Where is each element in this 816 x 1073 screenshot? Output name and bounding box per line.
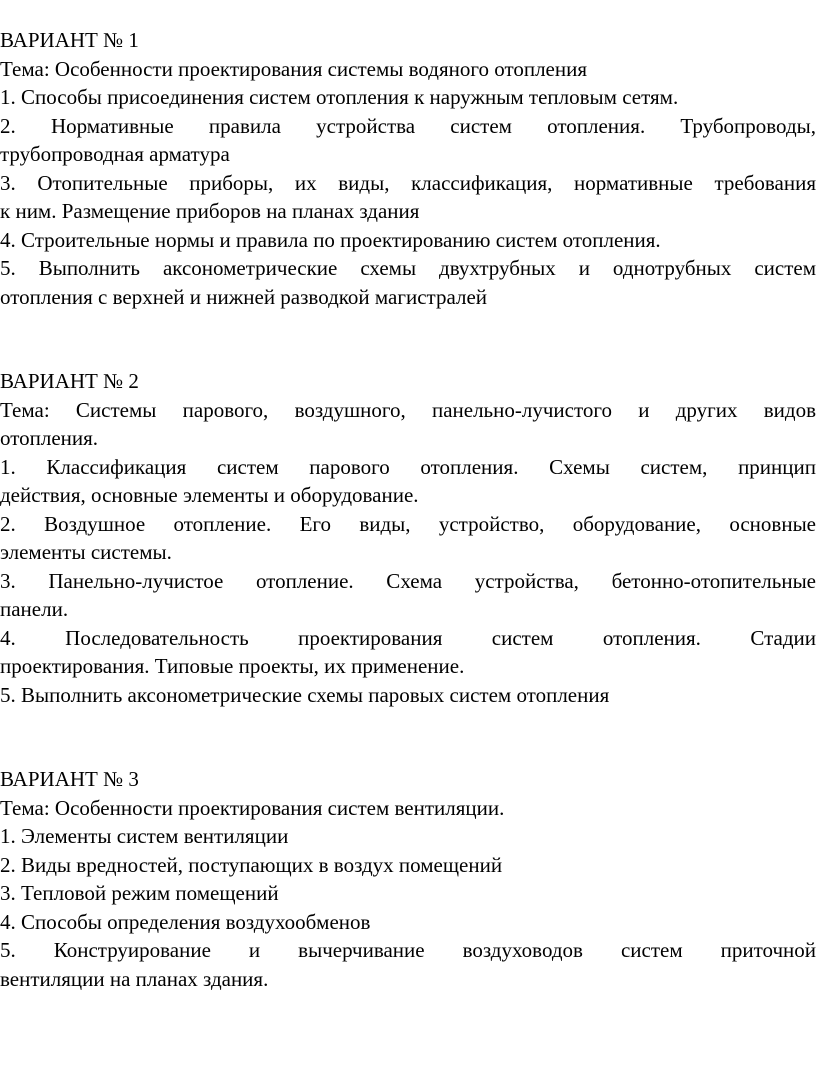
list-item-continuation: отопления с верхней и нижней разводкой магистралей <box>0 284 488 309</box>
topic-line: Тема: Особенности проектирования систем вентиляции. <box>0 795 505 820</box>
list-item-continuation: проектирования. Типовые проекты, их применение. <box>0 654 465 678</box>
list-item: 1. Способы присоединения систем отопления к наружным тепловым сетям. <box>0 85 679 109</box>
list-item: 3. Тепловой режим помещений <box>0 881 279 905</box>
list-item: 5. Конструирование и вычерчивание воздуховодов систем приточной <box>0 938 816 962</box>
list-item: 1. Классификация систем парового отопления. Схемы систем, принцип <box>0 454 816 479</box>
list-item: 3. Отопительные приборы, их виды, классификация, нормативные требования <box>0 170 816 195</box>
variant-heading: ВАРИАНТ № 2 <box>0 369 139 393</box>
topic-line: Тема: Особенности проектирования системы водяного отопления <box>0 56 588 81</box>
list-item: 2. Нормативные правила устройства систем отопления. Трубопроводы, <box>0 113 816 138</box>
list-item-continuation: вентиляции на планах здания. <box>0 966 269 991</box>
list-item-continuation: панели. <box>0 597 69 621</box>
list-item-continuation: элементы системы. <box>0 540 172 564</box>
list-item-continuation: к ним. Размещение приборов на планах здания <box>0 199 420 223</box>
variant-2 <box>0 367 816 709</box>
list-item: 4. Способы определения воздухообменов <box>0 909 371 934</box>
variant-heading: ВАРИАНТ № 3 <box>0 767 139 791</box>
list-item: 4. Строительные нормы и правила по проектированию систем отопления. <box>0 227 661 252</box>
list-item: 4. Последовательность проектирования систем отопления. Стадии <box>0 625 816 650</box>
list-item: 2. Воздушное отопление. Его виды, устройство, оборудование, основные <box>0 511 816 536</box>
variant-1 <box>0 26 816 311</box>
list-item: 3. Панельно-лучистое отопление. Схема устройства, бетонно-отопительные <box>0 568 816 593</box>
document-page <box>0 26 816 993</box>
topic-line: отопления. <box>0 426 99 450</box>
list-item: 5. Выполнить аксонометрические схемы паровых систем отопления <box>0 682 610 707</box>
variant-3 <box>0 765 816 993</box>
list-item: 2. Виды вредностей, поступающих в воздух помещений <box>0 852 503 877</box>
list-item: 1. Элементы систем вентиляции <box>0 824 289 848</box>
list-item-continuation: трубопроводная арматура <box>0 142 230 166</box>
topic-line: Тема: Системы парового, воздушного, панельно-лучистого и других видов <box>0 397 816 422</box>
variant-heading: ВАРИАНТ № 1 <box>0 28 139 52</box>
list-item-continuation: действия, основные элементы и оборудование. <box>0 483 419 507</box>
list-item: 5. Выполнить аксонометрические схемы двухтрубных и однотрубных систем <box>0 256 816 280</box>
